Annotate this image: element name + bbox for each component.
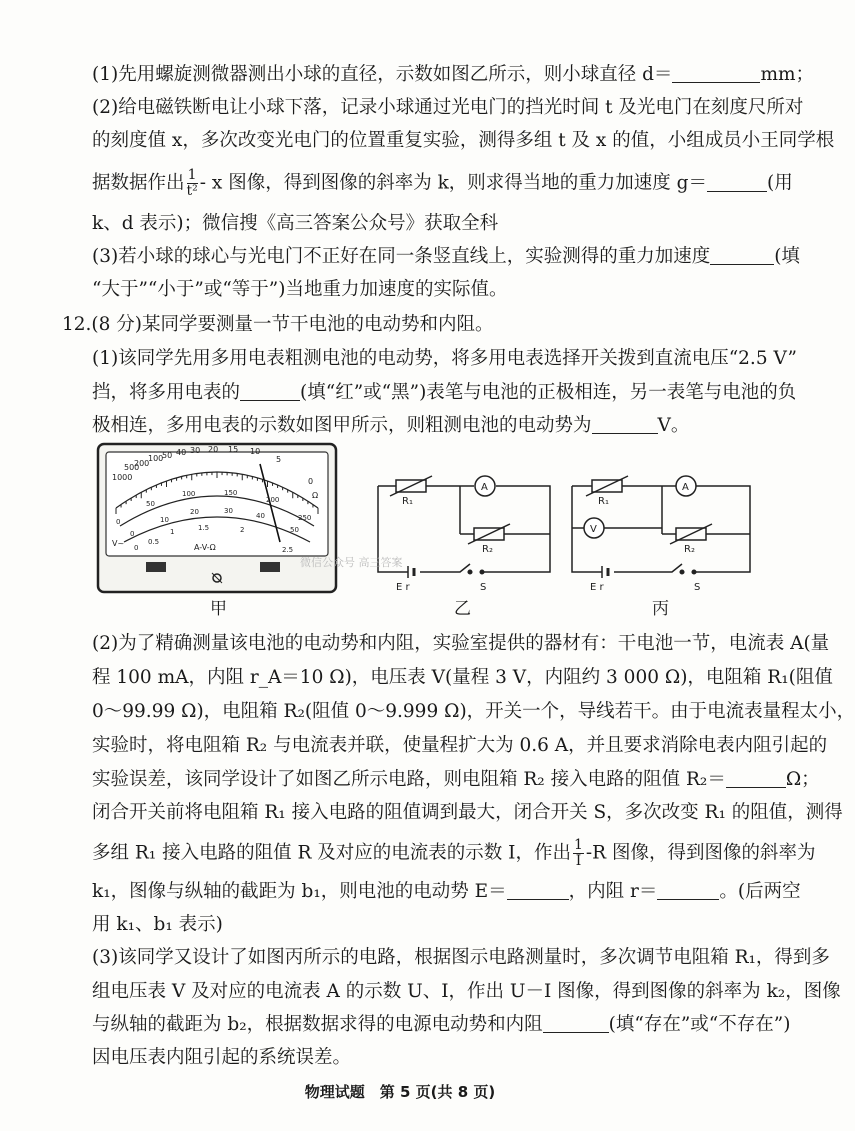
- ohm-tick-20: 20: [208, 445, 219, 454]
- fraction-1-t2: $\frac{1}{\text{t²}}$: [186, 167, 198, 199]
- line-4: 据数据作出 $\frac{1}{\text{t²}}$ - x 图像，得到图像的斜率为 k，则求得当地的重力加速度 g＝ (用: [92, 167, 793, 199]
- line-19: k₁，图像与纵轴的截距为 b₁，则电池的电动势 E＝ ，内阻 r＝ 。(后两空: [92, 881, 801, 902]
- ac-scale-2.5: 2.5: [282, 546, 294, 554]
- ohm-tick-1000: 1000: [112, 473, 133, 482]
- mid-scale-20: 20: [190, 508, 199, 516]
- caption-bing: 丙: [652, 599, 669, 619]
- line-6: (3)若小球的球心与光电门不正好在同一条竖直线上，实验测得的重力加速度 (填: [92, 246, 800, 267]
- ac-scale-1.5: 1.5: [198, 524, 210, 532]
- ohm-tick-50: 50: [162, 451, 173, 460]
- line-17: 闭合开关前将电阻箱 R₁ 接入电路的阻值调到最大，闭合开关 S，多次改变 R₁ 的阻值，测得: [92, 802, 843, 823]
- line-13: 程 100 mA，内阻 r_A＝10 Ω)，电压表 V(量程 3 V，内阻约 3 000 Ω)，电阻箱 R₁(阻值: [92, 667, 833, 688]
- blank-internal-resistance[interactable]: [657, 881, 719, 900]
- question-12-title: 12.(8 分)某同学要测量一节干电池的电动势和内阻。: [62, 314, 494, 335]
- ohm-tick-30: 30: [190, 446, 201, 455]
- line-23: 与纵轴的截距为 b₂，根据数据求得的电源电动势和内阻 (填“存在”或“不存在”): [92, 1014, 791, 1035]
- line-3: 的刻度值 x，多次改变光电门的位置重复实验，测得多组 t 及 x 的值，小组成员小王同学根: [92, 130, 835, 151]
- blank-probe-color[interactable]: [240, 382, 300, 401]
- label-r1-yi: R₁: [402, 496, 413, 507]
- blank-error-exists[interactable]: [543, 1014, 609, 1033]
- mid-scale-40: 40: [256, 512, 265, 520]
- upper-scale-50: 50: [146, 500, 155, 508]
- label-battery-bing: E r: [590, 582, 604, 593]
- line-15: 实验时，将电阻箱 R₂ 与电流表并联，使量程扩大为 0.6 A，并且要求消除电表内阻引起的: [92, 735, 828, 756]
- blank-emf-rough[interactable]: [592, 415, 658, 434]
- upper-scale-250: 250: [298, 514, 312, 522]
- line-9: (1)该同学先用多用电表粗测电池的电动势，将多用电表选择开关拨到直流电压“2.5 V”: [92, 348, 797, 369]
- upper-scale-100: 100: [182, 490, 196, 498]
- ohm-tick-5: 5: [276, 455, 282, 464]
- blank-r2-value[interactable]: [726, 769, 786, 788]
- line-20: 用 k₁、b₁ 表示): [92, 914, 223, 935]
- ac-label: V~: [112, 539, 125, 548]
- line-7: “大于”“小于”或“等于”)当地重力加速度的实际值。: [92, 279, 508, 300]
- label-voltmeter-bing: V: [590, 524, 597, 535]
- ohm-tick-10: 10: [250, 447, 261, 456]
- line-22: 组电压表 V 及对应的电流表 A 的示数 U、I，作出 U－I 图像，得到图像的斜率为 k₂，图像: [92, 981, 841, 1002]
- line-11: 极相连，多用电表的示数如图甲所示，则粗测电池的电动势为 V。: [92, 415, 690, 436]
- mid-scale-50: 50: [290, 526, 299, 534]
- ohm-tick-15: 15: [228, 445, 239, 454]
- label-ammeter-bing: A: [682, 482, 689, 493]
- fraction-1-i: $\frac{1}{I}$: [574, 837, 583, 869]
- line-5: k、d 表示)；微信搜《高三答案公众号》获取全科: [92, 213, 499, 234]
- upper-scale-200: 200: [266, 496, 280, 504]
- line-1: (1)先用螺旋测微器测出小球的直径，示数如图乙所示，则小球直径 d＝ mm；: [92, 64, 815, 85]
- upper-scale-0: 0: [116, 518, 121, 526]
- caption-yi: 乙: [454, 599, 471, 619]
- mid-scale-30: 30: [224, 507, 233, 515]
- mid-scale-0: 0: [130, 530, 135, 538]
- page-footer: 物理试题 第 5 页(共 8 页): [304, 1083, 496, 1101]
- blank-emf[interactable]: [507, 881, 569, 900]
- line-12: (2)为了精确测量该电池的电动势和内阻，实验室提供的器材有：干电池一节，电流表 A(量: [92, 633, 830, 654]
- upper-scale-150: 150: [224, 489, 238, 497]
- line-16: 实验误差，该同学设计了如图乙所示电路，则电阻箱 R₂ 接入电路的阻值 R₂＝ Ω；: [92, 769, 820, 790]
- blank-g[interactable]: [707, 173, 767, 192]
- label-switch-bing: S: [694, 582, 701, 593]
- ohm-tick-100: 100: [148, 454, 164, 463]
- ac-scale-1: 1: [170, 528, 175, 536]
- circuit-bing: [572, 476, 750, 578]
- ac-scale-2: 2: [240, 526, 245, 534]
- ohm-tick-0: 0: [308, 477, 314, 486]
- blank-compare[interactable]: [710, 246, 774, 265]
- line-10: 挡，将多用电表的 (填“红”或“黑”)表笔与电池的正极相连，另一表笔与电池的负: [92, 382, 797, 403]
- ohm-symbol: Ω: [312, 491, 319, 500]
- circuit-yi: [378, 476, 550, 578]
- meter-center-label: A-V-Ω: [194, 543, 216, 552]
- line-2: (2)给电磁铁断电让小球下落，记录小球通过光电门的挡光时间 t 及光电门在刻度尺所对: [92, 97, 804, 118]
- label-battery-yi: E r: [396, 582, 410, 593]
- line-14: 0～99.99 Ω)，电阻箱 R₂(阻值 0～9.999 Ω)，开关一个，导线若干。由于电流表量程太小，: [92, 701, 855, 722]
- label-r1-bing: R₁: [598, 496, 609, 507]
- ac-scale-0.5: 0.5: [148, 538, 160, 546]
- mid-scale-10: 10: [160, 516, 169, 524]
- ohm-tick-40: 40: [176, 448, 187, 457]
- watermark: 微信公众号 高三答案: [300, 556, 403, 569]
- figures-row: [90, 440, 770, 618]
- line-24: 因电压表内阻引起的系统误差。: [92, 1047, 352, 1068]
- line-18: 多组 R₁ 接入电路的阻值 R 及对应的电流表的示数 I，作出 $\frac{1}{I}$ -R 图像，得到图像的斜率为: [92, 837, 816, 869]
- label-r2-yi: R₂: [482, 544, 493, 555]
- line-21: (3)该同学又设计了如图丙所示的电路，根据图示电路测量时，多次调节电阻箱 R₁，得到多: [92, 947, 830, 968]
- label-switch-yi: S: [480, 582, 487, 593]
- blank-diameter[interactable]: [672, 64, 760, 83]
- ohm-tick-200: 200: [134, 459, 150, 468]
- label-ammeter-yi: A: [481, 482, 488, 493]
- label-r2-bing: R₂: [684, 544, 695, 555]
- ohm-tick-500: 500: [124, 463, 140, 472]
- ac-scale-0: 0: [134, 544, 139, 552]
- caption-jia: 甲: [210, 599, 227, 619]
